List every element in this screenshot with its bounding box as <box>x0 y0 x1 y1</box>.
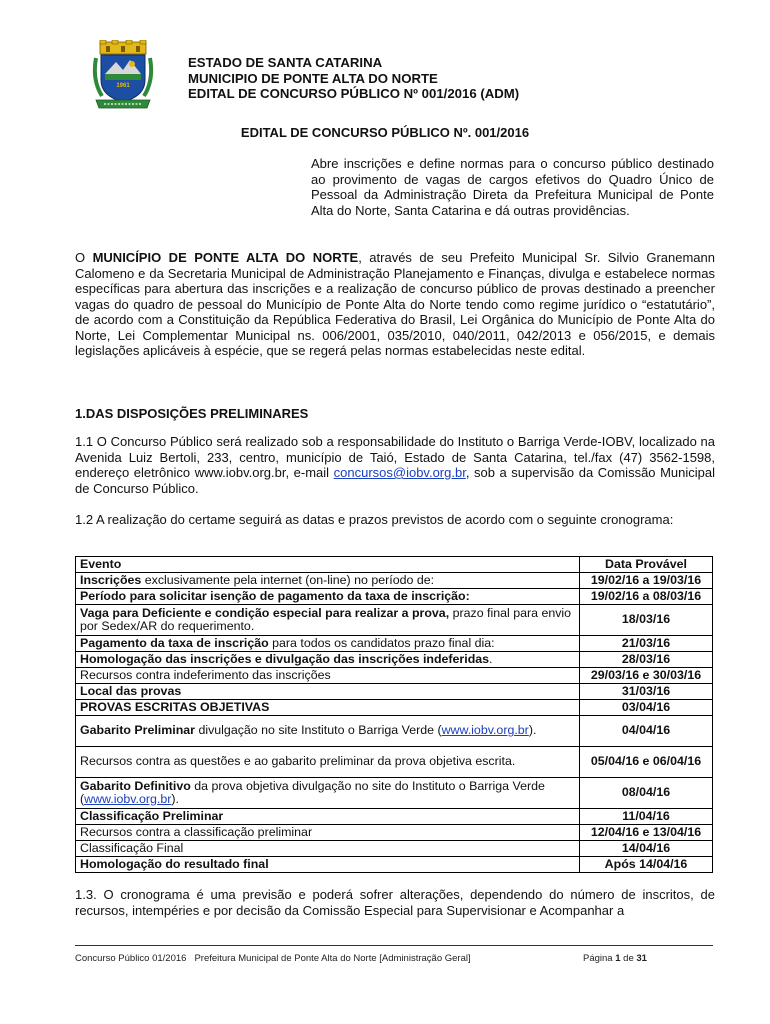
date-cell: 29/03/16 e 30/03/16 <box>580 668 713 684</box>
event-bold: Vaga para Deficiente e condição especial para realizar a prova, <box>80 605 450 620</box>
event-bold: Gabarito Definitivo <box>80 778 191 793</box>
event-text: divulgação no site Instituto o Barriga Verde ( <box>195 723 442 738</box>
table-row <box>76 636 713 652</box>
event-cell <box>76 605 580 636</box>
date-cell: 08/04/16 <box>580 778 713 809</box>
footer-prefeitura: Prefeitura Municipal de Ponte Alta do Norte [Administração Geral] <box>194 953 471 964</box>
table-row <box>76 747 713 778</box>
table-row <box>76 668 713 684</box>
event-text: Recursos contra indeferimento das inscrições <box>80 667 331 682</box>
document-header <box>188 55 519 102</box>
iobv-site-link[interactable]: www.iobv.org.br <box>441 723 529 738</box>
event-bold: Classificação Preliminar <box>80 808 224 823</box>
event-tail: ). <box>528 723 537 738</box>
event-cell <box>76 573 580 589</box>
header-state: ESTADO DE SANTA CATARINA <box>188 55 383 70</box>
table-row <box>76 857 713 873</box>
date-cell: 21/03/16 <box>580 636 713 652</box>
footer-contest: Concurso Público 01/2016 <box>75 953 187 964</box>
event-cell <box>76 652 580 668</box>
table-row <box>76 809 713 825</box>
municipal-coat-of-arms-icon <box>92 40 154 112</box>
event-text: . <box>489 651 493 666</box>
iobv-site-link[interactable]: www.iobv.org.br <box>84 792 172 806</box>
event-bold: Local das provas <box>80 683 182 698</box>
event-bold: Inscrições <box>80 572 142 587</box>
event-bold: Homologação das inscrições e divulgação das inscrições indeferidas <box>80 651 490 666</box>
date-cell: 05/04/16 e 06/04/16 <box>580 747 713 778</box>
page-number <box>583 953 647 964</box>
event-bold: Gabarito Preliminar <box>80 723 195 738</box>
paragraph-1-3: 1.3. O cronograma é uma previsão e poderá sofrer alterações, dependendo do número de inscritos, de recursos, intempéries e por decisão da Comissão Especial para Supervisionar e Acompanhar a <box>75 887 715 918</box>
table-row <box>76 825 713 841</box>
crest-year-text: 1961 <box>116 83 130 89</box>
date-cell: 31/03/16 <box>580 684 713 700</box>
intro-prefix: O <box>75 250 93 265</box>
event-text: Recursos contra as questões e ao gabarito preliminar da prova objetiva escrita. <box>80 754 516 769</box>
p11-text-b: , sob a supervisão da Comissão Municipal de Concurso Público. <box>75 465 716 496</box>
email-link[interactable]: concursos@iobv.org.br <box>333 465 466 480</box>
intro-text: , através de seu Prefeito Municipal Sr. Silvio Granemann Calomeno e da Secretaria Municipal de Administração Planejamento e Finanças, divulga e estabelece normas específicas para abertura das inscrições e a realização de concurso público de provas destinado a preencher vagas do quadro de pessoal do Município de Ponte Alta do Norte tendo como regime jurídico o “estatutário”, de acordo com a Constituição da República Federativa do Brasil, Lei Orgânica do Município de Ponte Alta do Norte, Lei Complementar Municipal ns. 006/2001, 035/2010, 040/2011, 042/2013 e 056/2015, e demais legislações aplicáveis à espécie, que se regerá pelas normas estabelecidas neste edital. <box>75 250 715 358</box>
event-cell <box>76 668 580 684</box>
event-text: Recursos contra a classificação preliminar <box>80 824 313 839</box>
date-cell: 19/02/16 a 19/03/16 <box>580 573 713 589</box>
header-edital: EDITAL DE CONCURSO PÚBLICO Nº 001/2016 (ADM) <box>188 86 520 101</box>
event-cell <box>76 778 580 809</box>
page-total: 31 <box>636 953 647 964</box>
date-cell: 18/03/16 <box>580 605 713 636</box>
table-row <box>76 778 713 809</box>
footer-divider <box>75 945 713 946</box>
page-footer <box>75 953 647 964</box>
event-bold: Período para solicitar isenção de pagamento da taxa de inscrição: <box>80 588 470 603</box>
date-cell: 14/04/16 <box>580 841 713 857</box>
event-cell <box>76 841 580 857</box>
schedule-table <box>75 556 713 873</box>
section-1-title: 1.DAS DISPOSIÇÕES PRELIMINARES <box>75 406 309 421</box>
event-text: da prova objetiva divulgação no site do Instituto o Barriga Verde ( <box>80 778 545 806</box>
date-cell: 11/04/16 <box>580 809 713 825</box>
event-cell <box>76 589 580 605</box>
event-bold: Pagamento da taxa de inscrição <box>80 635 269 650</box>
event-text: para todos os candidatos prazo final dia: <box>268 635 495 650</box>
event-tail: ). <box>171 792 179 806</box>
event-cell <box>76 716 580 747</box>
date-cell: 12/04/16 e 13/04/16 <box>580 825 713 841</box>
date-cell: 28/03/16 <box>580 652 713 668</box>
page-current: 1 <box>615 953 621 964</box>
table-row <box>76 716 713 747</box>
event-cell <box>76 857 580 873</box>
document-title: EDITAL DE CONCURSO PÚBLICO Nº. 001/2016 <box>240 125 530 140</box>
header-municipality: MUNICIPIO DE PONTE ALTA DO NORTE <box>188 70 438 86</box>
intro-paragraph <box>75 250 715 359</box>
event-cell <box>76 809 580 825</box>
table-row <box>76 605 713 636</box>
table-header-row <box>76 557 713 573</box>
event-text: Classificação Final <box>80 840 184 855</box>
table-row <box>76 573 713 589</box>
event-bold: PROVAS ESCRITAS OBJETIVAS <box>80 699 270 714</box>
paragraph-1-2: 1.2 A realização do certame seguirá as datas e prazos previstos de acordo com o seguinte cronograma: <box>75 512 674 527</box>
paragraph-1-1 <box>75 434 715 496</box>
date-cell: 19/02/16 a 08/03/16 <box>580 589 713 605</box>
table-row <box>76 700 713 716</box>
page-sep: de <box>623 953 634 964</box>
table-row <box>76 652 713 668</box>
event-cell <box>76 636 580 652</box>
event-cell <box>76 700 580 716</box>
event-bold: Homologação do resultado final <box>80 856 269 871</box>
event-text: prazo final para envio por Sedex/AR do requerimento. <box>80 605 572 633</box>
ementa-paragraph: Abre inscrições e define normas para o concurso público destinado ao provimento de vagas de cargos efetivos do Quadro Único de Pessoal da Administração Direta da Prefeitura Municipal de Ponte Alta do Norte, Santa Catarina e dá outras providências. <box>311 156 714 218</box>
table-row <box>76 684 713 700</box>
table-row <box>76 589 713 605</box>
date-cell: Após 14/04/16 <box>580 857 713 873</box>
date-cell: 04/04/16 <box>580 716 713 747</box>
event-cell <box>76 825 580 841</box>
p11-text-a: 1.1 O Concurso Público será realizado sob a responsabilidade do Instituto o Barriga Verde-IOBV, localizado na Avenida Luiz Bertoli, 233, centro, município de Taió, Estado de Santa Catarina, tel./fax (47) 3562-1598, endereço eletrônico www.iobv.org.br, e-mail <box>75 434 715 480</box>
header-event: Evento <box>76 557 580 573</box>
event-cell <box>76 684 580 700</box>
header-date: Data Provável <box>580 557 713 573</box>
event-cell <box>76 747 580 778</box>
date-cell: 03/04/16 <box>580 700 713 716</box>
event-text: exclusivamente pela internet (on-line) no período de: <box>141 572 435 587</box>
page-label: Página <box>583 953 613 964</box>
table-row <box>76 841 713 857</box>
municipality-name: MUNICÍPIO DE PONTE ALTA DO NORTE <box>92 250 359 265</box>
